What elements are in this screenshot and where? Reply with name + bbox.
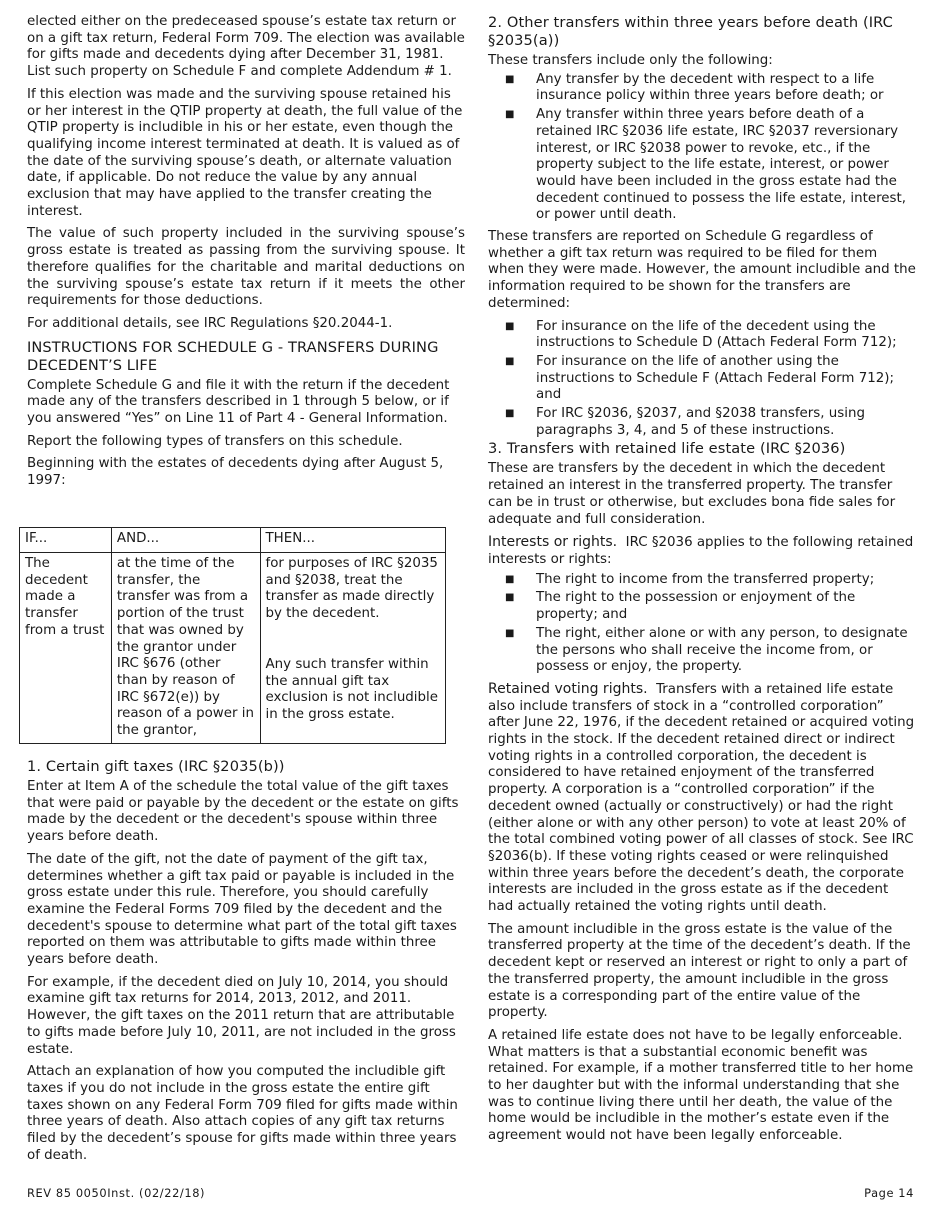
page-number: Page 14 bbox=[864, 1186, 914, 1200]
table-cell-then bbox=[260, 553, 446, 744]
run-in-heading-voting: Retained voting rights. bbox=[488, 680, 648, 697]
then-text-1: for purposes of IRC §2035 and §2038, treat the transfer as made directly by the decedent. bbox=[265, 556, 438, 622]
section-heading-2: 2. Other transfers within three years before death (IRC §2035(a)) bbox=[488, 14, 893, 49]
bullet-list bbox=[488, 319, 916, 440]
paragraph: The amount includible in the gross estate is the value of the transferred property at the time of the decedent’s death. If the decedent kept or reserved an interest or right to only a part of the transferred property, the amount includible in the gross estate is a corresponding part of the entire value of the property. bbox=[488, 921, 911, 1021]
paragraph: Attach an explanation of how you computed the includible gift taxes if you do not include in the gross estate the entire gift taxes shown on any Federal Form 709 filed for gifts made within three years of death. Also attach copies of any gift tax returns filed by the decedent’s spouse for gifts made within three years of death. bbox=[27, 1064, 458, 1163]
list-item: ■ For IRC §2036, §2037, and §2038 transfers, using paragraphs 3, 4, and 5 of these instructions. bbox=[488, 406, 916, 439]
paragraph: The value of such property included in the surviving spouse’s gross estate is treated as passing from the surviving spouse. It therefore qualifies for the charitable and marital deductions on the surviving spouse’s estate tax return if it meets the other requirements for those deductions. bbox=[27, 226, 465, 309]
list-item: ■ Any transfer by the decedent with respect to a life insurance policy within three years before death; or bbox=[488, 72, 916, 105]
list-item: ■ The right to the possession or enjoyment of the property; and bbox=[488, 590, 916, 623]
paragraph: These transfers are reported on Schedule G regardless of whether a gift tax return was required to be filed for them when they were made. However, the amount includible and the information required to be shown for the transfers are determined: bbox=[488, 229, 916, 311]
paragraph: For example, if the decedent died on July 10, 2014, you should examine gift tax returns for 2014, 2013, 2012, and 2011. However, the gift taxes on the 2011 return that are attributable to gifts made before July 10, 2011, are not included in the gross estate. bbox=[27, 974, 456, 1057]
form-identifier: REV 85 0050Inst. (02/22/18) bbox=[27, 1186, 206, 1200]
left-column-upper bbox=[27, 14, 465, 496]
run-in-text: IRC §2036 applies to the following retained interests or rights: bbox=[488, 535, 914, 567]
then-text-2: Any such transfer within the annual gift tax exclusion is not includible in the gross estate. bbox=[265, 656, 438, 722]
section-heading-1: 1. Certain gift taxes (IRC §2035(b)) bbox=[27, 758, 285, 775]
paragraph bbox=[488, 534, 916, 568]
run-in-heading-interests: Interests or rights. bbox=[488, 534, 618, 551]
paragraph: For additional details, see IRC Regulations §20.2044-1. bbox=[27, 315, 393, 331]
paragraph: These transfers include only the following: bbox=[488, 53, 773, 68]
table-header: THEN... bbox=[260, 528, 446, 553]
paragraph: A retained life estate does not have to be legally enforceable. What matters is that a substantial economic benefit was retained. For example, if a mother transferred title to her home to her daughter but with the informal understanding that she was to continue living there until her death, the value of the home would be includible in the mother’s estate even if the agreement would not have been legally enforceable. bbox=[488, 1027, 914, 1144]
if-and-then-table bbox=[19, 527, 446, 744]
list-item: ■ For insurance on the life of another using the instructions to Schedule F (Attach Federal Form 712); and bbox=[488, 354, 916, 404]
list-item: ■ For insurance on the life of the decedent using the instructions to Schedule D (Attach Federal Form 712); bbox=[488, 319, 916, 352]
list-item: ■ The right to income from the transferred property; bbox=[488, 572, 916, 589]
paragraph: Report the following types of transfers on this schedule. bbox=[27, 433, 403, 449]
list-item: ■ The right, either alone or with any person, to designate the persons who shall receive the income from, or possess or enjoy, the property. bbox=[488, 626, 916, 676]
paragraph: Beginning with the estates of decedents dying after August 5, 1997: bbox=[27, 456, 444, 489]
section-heading-3: 3. Transfers with retained life estate (IRC §2036) bbox=[488, 440, 846, 458]
section-1-gift-taxes bbox=[27, 758, 465, 1170]
list-item: ■ Any transfer within three years before death of a retained IRC §2036 life estate, IRC §2037 reversionary interest, or IRC §2038 power to revoke, etc., if the property subject to the life estate, interest, or power would have been included in the gross estate had the decedent continued to possess the life estate, interest, or power until death. bbox=[488, 107, 916, 224]
paragraph: If this election was made and the surviving spouse retained his or her interest in the QTIP property at death, the full value of the QTIP property is includible in his or her estate, even though the qualifying income interest terminated at death. It is valued as of the date of the surviving spouse’s death, or alternate valuation date, if applicable. Do not reduce the value by any annual exclusion that may have applied to the transfer creating the interest. bbox=[27, 86, 463, 219]
paragraph: elected either on the predeceased spouse’s estate tax return or on a gift tax return, Federal Form 709. The election was available for gifts made and decedents dying after December 31, 1981. List such property on Schedule F and complete Addendum # 1. bbox=[27, 14, 465, 80]
table-header: AND... bbox=[111, 528, 260, 553]
table-cell-and: at the time of the transfer, the transfer was from a portion of the trust that was owned by the grantor under IRC §676 (other than by reason of IRC §672(e)) by reason of a power in the grantor, bbox=[111, 553, 260, 744]
paragraph bbox=[488, 681, 916, 916]
paragraph: These are transfers by the decedent in which the decedent retained an interest in the transferred property. The transfer can be in trust or otherwise, but excludes bona fide sales for adequate and full consideration. bbox=[488, 461, 896, 527]
paragraph: Complete Schedule G and file it with the return if the decedent made any of the transfers described in 1 through 5 below, or if you answered “Yes” on Line 11 of Part 4 - General Information. bbox=[27, 377, 450, 427]
paragraph: Enter at Item A of the schedule the total value of the gift taxes that were paid or payable by the decedent or the estate on gifts made by the decedent or the decedent's spouse within three years before death. bbox=[27, 779, 459, 845]
run-in-text: Transfers with a retained life estate also include transfers of stock in a “controlled corporation” after June 22, 1976, if the decedent retained or acquired voting rights in the stock. If the decedent retained direct or indirect voting rights in a controlled corporation, the decedent is considered to have retained enjoyment of the transferred property. A corporation is a “controlled corporation” if the decedent owned (actually or constructively) or had the right (either alone or with any other person) to vote at least 20% of the total combined voting power of all classes of stock. See IRC §2036(b). If these voting rights ceased or were relinquished within three years before the decedent’s death, the corporate interests are included in the gross estate as if the decedent had actually retained the voting rights until death. bbox=[488, 681, 915, 915]
bullet-list bbox=[488, 72, 916, 224]
section-heading-schedule-g: INSTRUCTIONS FOR SCHEDULE G - TRANSFERS DURING DECEDENT’S LIFE bbox=[27, 338, 439, 374]
table-header-row bbox=[20, 528, 446, 553]
table-cell-if: The decedent made a transfer from a trust bbox=[20, 553, 112, 744]
table-header: IF... bbox=[20, 528, 112, 553]
bullet-list bbox=[488, 572, 916, 676]
table-row bbox=[20, 553, 446, 744]
paragraph: The date of the gift, not the date of payment of the gift tax, determines whether a gift tax paid or payable is included in the gross estate under this rule. Therefore, you should carefully examine the Federal Forms 709 filed by the decedent and the decedent's spouse to determine what part of the total gift taxes reported on them was attributable to gifts made within three years before death. bbox=[27, 851, 457, 968]
right-column bbox=[488, 14, 916, 1151]
